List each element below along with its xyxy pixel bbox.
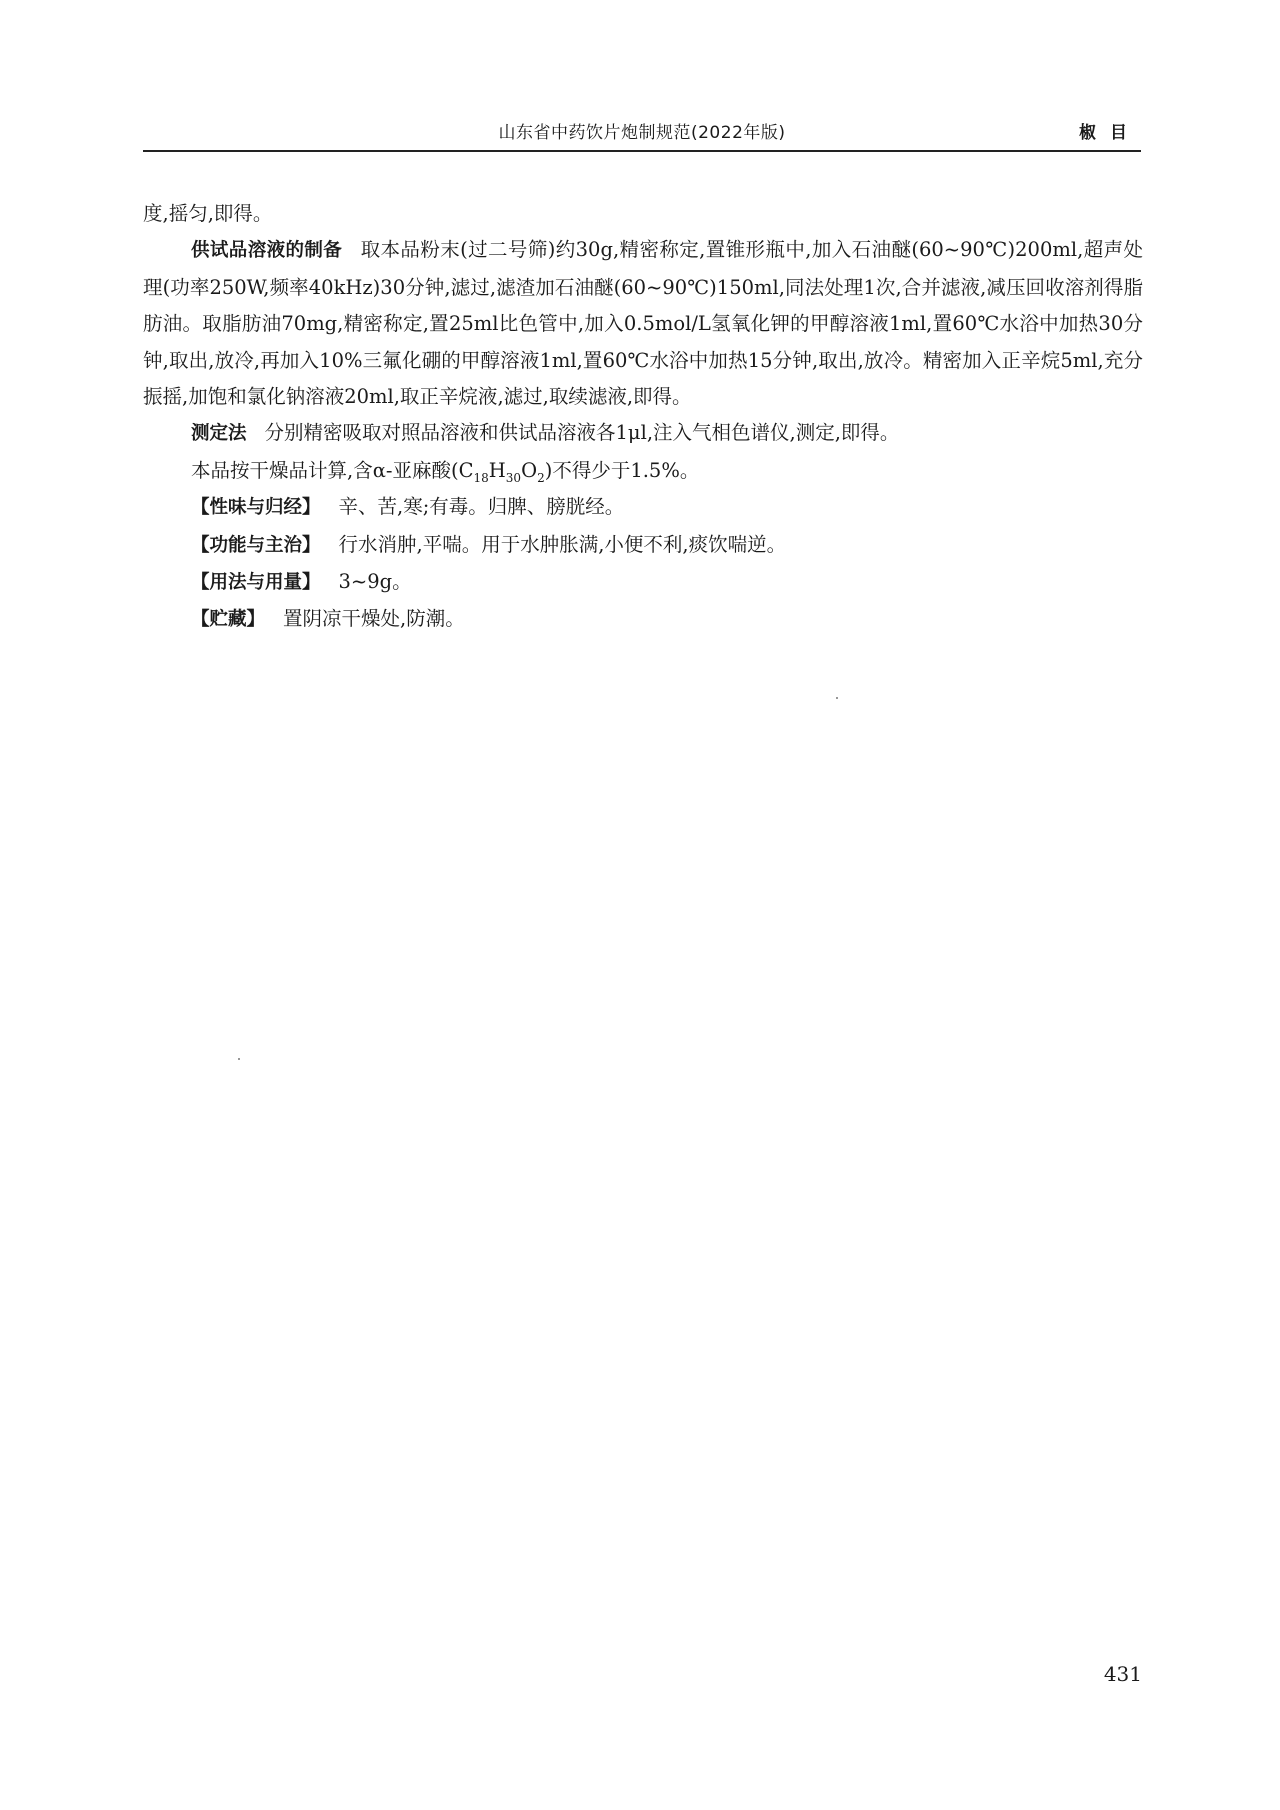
chemical-formula: $C_{18}H_{30}O_2$ <box>458 458 545 485</box>
assay-label: 测定法 <box>191 423 247 445</box>
assay-text: 分别精密吸取对照品溶液和供试品溶液各1μl,注入气相色谱仪,测定,即得。 <box>264 421 900 445</box>
header-divider <box>143 150 1141 152</box>
scan-speck <box>238 1058 240 1060</box>
book-title: 山东省中药饮片炮制规范(2022年版) <box>498 123 786 143</box>
section-usage-dosage: 【用法与用量】 3~9g。 <box>191 570 412 594</box>
section-title: 椒目 <box>1079 123 1141 143</box>
page-body <box>143 196 1143 639</box>
assay-paragraph <box>143 415 1143 452</box>
sample-prep-paragraph <box>143 232 1143 415</box>
sample-prep-label: 供试品溶液的制备 <box>191 240 343 262</box>
content-requirement-paragraph: 本品按干燥品计算,含α-亚麻酸$(C_{18}H_{30}O_2)$不得少于1.5%。 <box>191 458 700 485</box>
page-number: 431 <box>1103 1662 1142 1686</box>
sample-prep-text: 取本品粉末(过二号筛)约30g,精密称定,置锥形瓶中,加入石油醚(60~90℃)200ml,超声处理(功率250W,频率40kHz)30分钟,滤过,滤渣加石油醚(60~90℃)150ml,同法处理1次,合并滤液,减压回收溶剂得脂肪油。取脂肪油70mg,精密称定,置25ml比色管中,加入0.5mol/L氢氧化钾的甲醇溶液1ml,置60℃水浴中加热30分钟,取出,放冷,再加入10%三氟化硼的甲醇溶液1ml,置60℃水浴中加热15分钟,取出,放冷。精密加入正辛烷5ml,充分振摇,加饱和氯化钠溶液20ml,取正辛烷液,滤过,取续滤液,即得。 <box>143 238 1143 409</box>
continuation-paragraph: 度,摇匀,即得。 <box>143 202 273 225</box>
section-property-meridian: 【性味与归经】 辛、苦,寒;有毒。归脾、膀胱经。 <box>191 495 625 519</box>
scan-speck <box>836 697 838 699</box>
page-header <box>143 112 1141 148</box>
section-function-indication: 【功能与主治】 行水消肿,平喘。用于水肿胀满,小便不利,痰饮喘逆。 <box>191 532 787 556</box>
section-storage: 【贮藏】 置阴凉干燥处,防潮。 <box>191 607 465 631</box>
